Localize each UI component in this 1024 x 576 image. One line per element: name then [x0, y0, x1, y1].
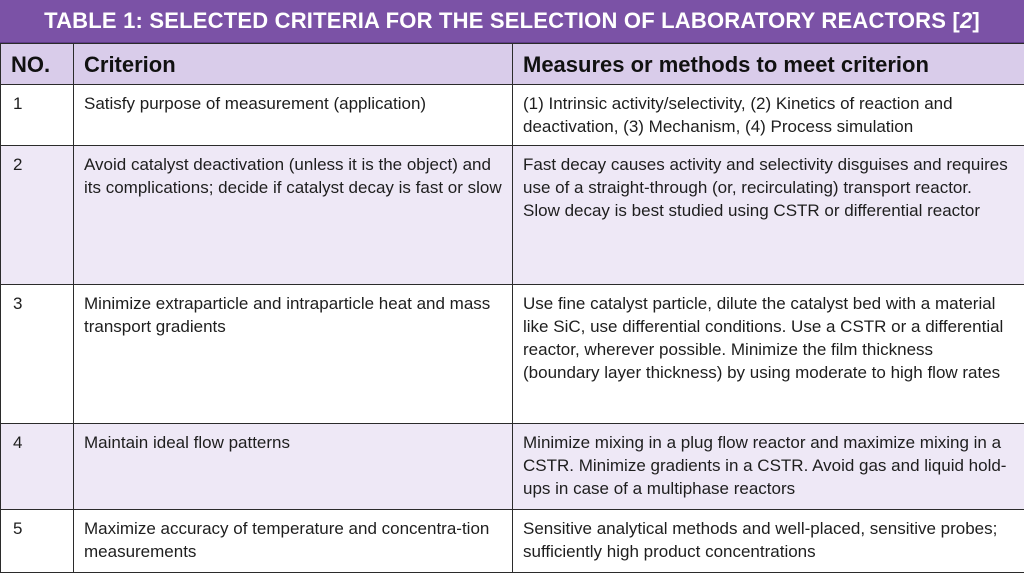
- row-measures: [513, 510, 1024, 573]
- table-row: [1, 285, 1024, 424]
- table-row: [1, 510, 1024, 573]
- measures-text: Minimize mixing in a plug flow reactor and maximize mixing in a CSTR. Minimize gradients in a CSTR. Avoid gas and liquid hold-ups in case of a multiphase reactors: [523, 433, 1007, 498]
- row-number: 2: [1, 146, 74, 285]
- measures-text: Use fine catalyst particle, dilute the catalyst bed with a material like SiC, use differential conditions. Use a CSTR or a differential reactor, wherever possible. Minimize the film thickness (boundary layer thickness) by using moderate to high flow rates: [523, 294, 1004, 382]
- row-measures: [513, 424, 1024, 510]
- measures-text: (1) Intrinsic activity/selectivity, (2) Kinetics of reaction and deactivation, (3) Mechanism, (4) Process simulation: [523, 94, 953, 136]
- criteria-table: [0, 43, 1024, 573]
- table-title: [0, 0, 1024, 43]
- table-row: [1, 85, 1024, 146]
- row-criterion: Maintain ideal flow patterns: [74, 424, 513, 510]
- row-measures: [513, 285, 1024, 424]
- table-title-text: TABLE 1: SELECTED CRITERIA FOR THE SELECTION OF LABORATORY REACTORS [: [44, 8, 960, 33]
- row-number: 5: [1, 510, 74, 573]
- table-title-reference: 2: [959, 8, 973, 33]
- row-number: 3: [1, 285, 74, 424]
- measures-text: Fast decay causes activity and selectivity disguises and requires use of a straight-through (or, recirculating) transport reactor.: [523, 155, 1008, 197]
- measures-text: Sensitive analytical methods and well-placed, sensitive probes; sufficiently high product concentrations: [523, 519, 998, 561]
- row-criterion: Avoid catalyst deactivation (unless it is the object) and its complications; decide if catalyst decay is fast or slow: [74, 146, 513, 285]
- row-criterion: Satisfy purpose of measurement (application): [74, 85, 513, 146]
- row-number: 4: [1, 424, 74, 510]
- header-no: NO.: [1, 44, 74, 85]
- row-measures: [513, 146, 1024, 285]
- row-criterion: Minimize extraparticle and intraparticle heat and mass transport gradients: [74, 285, 513, 424]
- row-number: 1: [1, 85, 74, 146]
- measures-text: Slow decay is best studied using CSTR or differential reactor: [523, 201, 981, 220]
- header-row: [1, 44, 1024, 85]
- table-row: [1, 424, 1024, 510]
- header-measures: Measures or methods to meet criterion: [513, 44, 1024, 85]
- header-criterion: Criterion: [74, 44, 513, 85]
- row-measures: [513, 85, 1024, 146]
- table-title-bracket: ]: [972, 8, 980, 33]
- table-row: [1, 146, 1024, 285]
- row-criterion: Maximize accuracy of temperature and concentra-tion measurements: [74, 510, 513, 573]
